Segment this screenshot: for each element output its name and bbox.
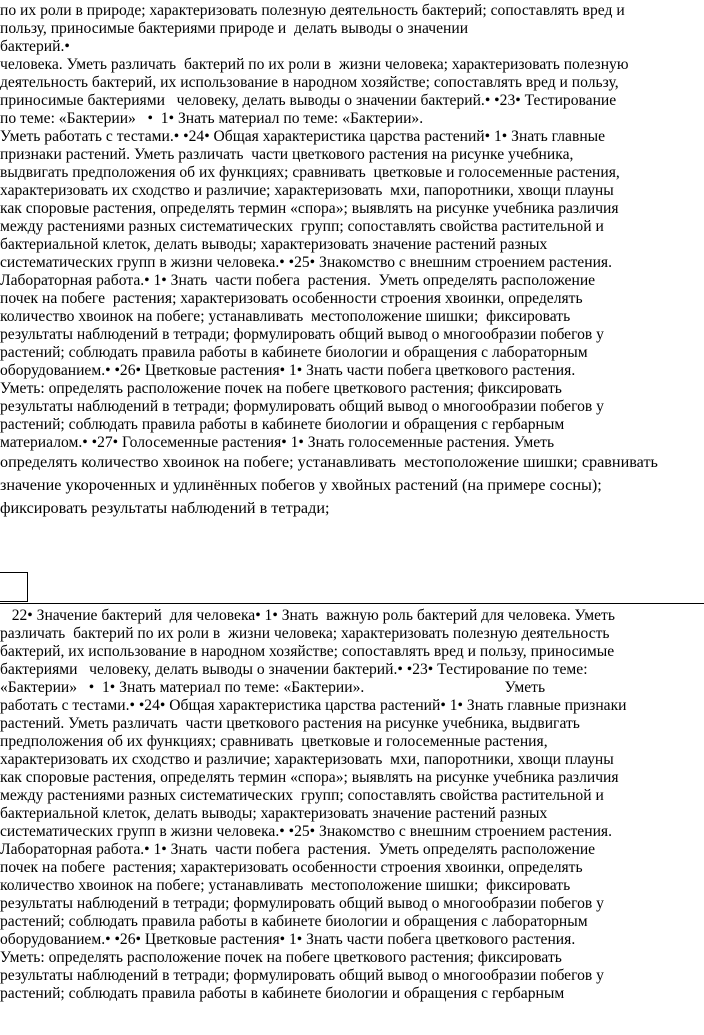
- text-line: растений; соблюдать правила работы в кабинете биологии и обращения с лабораторным: [0, 344, 588, 361]
- text-line: человека. Уметь различать бактерий по их роли в жизни человека; характеризовать полезную: [0, 56, 629, 73]
- text-line: бактерий.•: [0, 38, 70, 55]
- text-line: Уметь работать с тестами.• •24• Общая характеристика царства растений• 1• Знать главные: [0, 128, 606, 145]
- text-line: результаты наблюдений в тетради; формулировать общий вывод о многообразии побегов у: [0, 967, 604, 984]
- text-line: между растениями разных систематических групп; сопоставлять свойства растительной и: [0, 787, 604, 804]
- text-line: по их роли в природе; характеризовать полезную деятельность бактерий; сопоставлять вред и: [0, 2, 625, 19]
- text-line: Лабораторная работа.• 1• Знать части побега растения. Уметь определять расположение: [0, 841, 596, 858]
- text-line: оборудованием.• •26• Цветковые растения• 1• Знать части побега цветкового растения.: [0, 362, 576, 379]
- text-line: по теме: «Бактерии» • 1• Знать материал по теме: «Бактерии».: [0, 110, 424, 127]
- text-line: количество хвоинок на побеге; устанавливать местоположение шишки; фиксировать: [0, 877, 571, 894]
- text-line: характеризовать их сходство и различие; характеризовать мхи, папоротники, хвощи плауны: [0, 751, 614, 768]
- text-line: признаки растений. Уметь различать части цветкового растения на рисунке учебника,: [0, 146, 574, 163]
- text-line: работать с тестами.• •24• Общая характеристика царства растений• 1• Знать главные признаки: [0, 697, 627, 714]
- text-line: характеризовать их сходство и различие; характеризовать мхи, папоротники, хвощи плауны: [0, 182, 614, 199]
- text-line: материалом.• •27• Голосеменные растения• 1• Знать голосеменные растения. Уметь: [0, 434, 555, 451]
- text-line: деятельность бактерий, их использование в народном хозяйстве; сопоставлять вред и пользу,: [0, 74, 619, 91]
- text-line: бактериальной клеток, делать выводы; характеризовать значение растений разных: [0, 236, 548, 253]
- text-line: как споровые растения, определять термин «спора»; выявлять на рисунке учебника различия: [0, 769, 619, 786]
- text-line: систематических групп в жизни человека.• •25• Знакомство с внешним строением растения.: [0, 254, 612, 271]
- text-line: почек на побеге растения; характеризовать особенности строения хвоинки, определять: [0, 290, 583, 307]
- text-line: между растениями разных систематических групп; сопоставлять свойства растительной и: [0, 218, 604, 235]
- text-line: бактериальной клеток, делать выводы; характеризовать значение растений разных: [0, 805, 548, 822]
- text-line: Уметь: определять расположение почек на побеге цветкового растения; фиксировать: [0, 380, 562, 397]
- text-line: фиксировать результаты наблюдений в тетради;: [0, 499, 330, 517]
- text-line: значение укороченных и удлинённых побегов у хвойных растений (на примере сосны);: [0, 476, 602, 494]
- text-line: бактерий, их использование в народном хозяйстве; сопоставлять вред и пользу, приносимые: [0, 643, 615, 660]
- table-border-line: [0, 603, 704, 604]
- text-line: растений; соблюдать правила работы в кабинете биологии и обращения с гербарным: [0, 416, 565, 433]
- text-line: «Бактерии» • 1• Знать материал по теме: «Бактерии». Уметь: [0, 679, 546, 696]
- empty-table-cell: [0, 572, 28, 602]
- text-line: растений; соблюдать правила работы в кабинете биологии и обращения с лабораторным: [0, 913, 588, 930]
- text-line: растений. Уметь различать части цветкового растения на рисунке учебника, выдвигать: [0, 715, 580, 732]
- text-line: Уметь: определять расположение почек на побеге цветкового растения; фиксировать: [0, 949, 562, 966]
- text-line: систематических групп в жизни человека.• •25• Знакомство с внешним строением растения.: [0, 823, 612, 840]
- text-line: результаты наблюдений в тетради; формулировать общий вывод о многообразии побегов у: [0, 895, 604, 912]
- text-line: различать бактерий по их роли в жизни человека; характеризовать полезную деятельность: [0, 625, 610, 642]
- text-line: приносимые бактериями человеку, делать выводы о значении бактерий.• •23• Тестирование: [0, 92, 617, 109]
- text-line: Лабораторная работа.• 1• Знать части побега растения. Уметь определять расположение: [0, 272, 596, 289]
- text-line: результаты наблюдений в тетради; формулировать общий вывод о многообразии побегов у: [0, 398, 604, 415]
- text-line: почек на побеге растения; характеризовать особенности строения хвоинки, определять: [0, 859, 583, 876]
- text-line: определять количество хвоинок на побеге; устанавливать местоположение шишки; сравнивать: [0, 453, 658, 471]
- text-line: как споровые растения, определять термин «спора»; выявлять на рисунке учебника различия: [0, 200, 619, 217]
- text-line: предположения об их функциях; сравнивать цветковые и голосеменные растения,: [0, 733, 548, 750]
- text-line: 22• Значение бактерий для человека• 1• Знать важную роль бактерий для человека. Уметь: [0, 607, 615, 624]
- text-line: пользу, приносимые бактериями природе и делать выводы о значении: [0, 20, 469, 37]
- text-line: оборудованием.• •26• Цветковые растения• 1• Знать части побега цветкового растения.: [0, 931, 576, 948]
- text-line: бактериями человеку, делать выводы о значении бактерий.• •23• Тестирование по теме:: [0, 661, 588, 678]
- text-line: растений; соблюдать правила работы в кабинете биологии и обращения с гербарным: [0, 985, 565, 1002]
- text-line: выдвигать предположения об их функциях; сравнивать цветковые и голосеменные растения,: [0, 164, 620, 181]
- text-line: количество хвоинок на побеге; устанавливать местоположение шишки; фиксировать: [0, 308, 571, 325]
- text-line: результаты наблюдений в тетради; формулировать общий вывод о многообразии побегов у: [0, 326, 604, 343]
